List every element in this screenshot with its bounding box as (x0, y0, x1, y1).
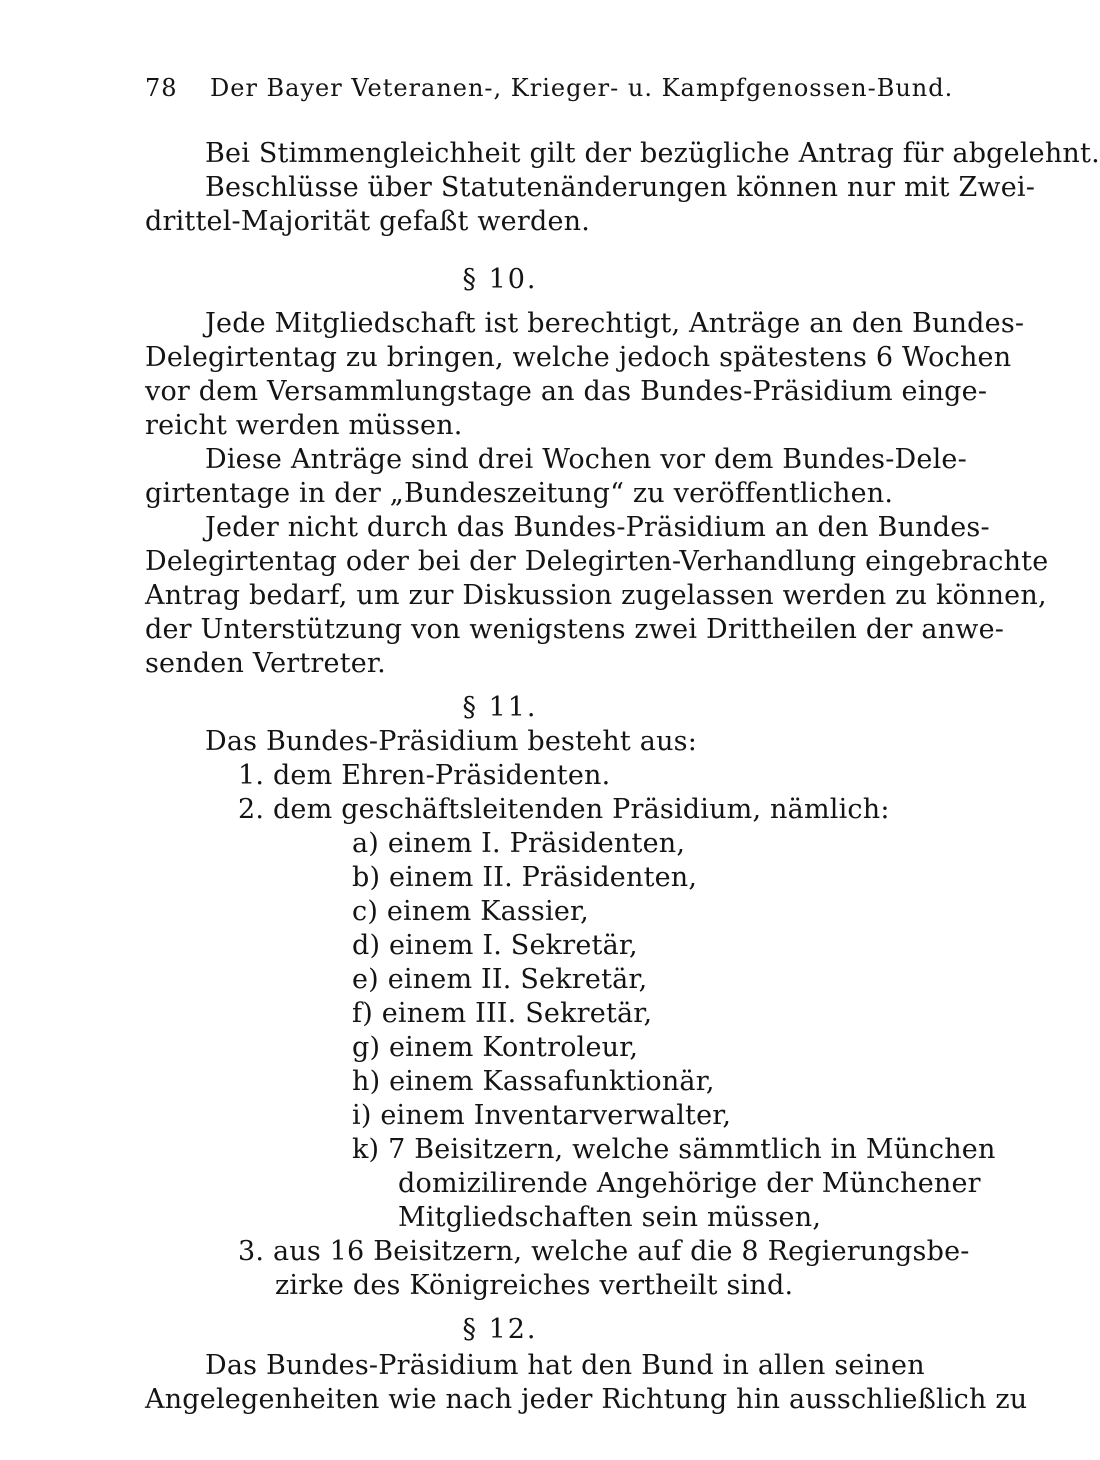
running-title: Der Bayer Veteranen-, Krieger- u. Kampfgenossen-Bund. (210, 74, 954, 102)
text-line: der Unterstützung von wenigstens zwei Drittheilen der anwe- (145, 614, 1005, 645)
list-item: 2. dem geschäftsleitenden Präsidium, nämlich: (238, 794, 890, 825)
sub-list-item-continued: domizilirende Angehörige der Münchener (398, 1168, 981, 1199)
text-line: Diese Anträge sind drei Wochen vor dem Bundes-Dele- (205, 444, 967, 475)
sub-list-item: d) einem I. Sekretär, (352, 930, 638, 961)
text-line: Beschlüsse über Statutenänderungen können nur mit Zwei- (205, 172, 1036, 203)
sub-list-item-continued: Mitgliedschaften sein müssen, (398, 1202, 822, 1233)
text-line: Bei Stimmengleichheit gilt der bezügliche Antrag für abgelehnt. (205, 138, 1100, 169)
text-line: vor dem Versammlungstage an das Bundes-Präsidium einge- (145, 376, 988, 407)
text-line: Das Bundes-Präsidium besteht aus: (205, 726, 698, 757)
text-line: Antrag bedarf, um zur Diskussion zugelassen werden zu können, (145, 580, 1047, 611)
list-item: 1. dem Ehren-Präsidenten. (238, 760, 611, 791)
sub-list-item: i) einem Inventarverwalter, (352, 1100, 732, 1131)
text-line: drittel-Majorität gefaßt werden. (145, 206, 591, 237)
text-line: Das Bundes-Präsidium hat den Bund in allen seinen (205, 1350, 925, 1381)
text-line: Delegirtentag oder bei der Delegirten-Verhandlung eingebrachte (145, 546, 1049, 577)
text-line: Delegirtentag zu bringen, welche jedoch spätestens 6 Wochen (145, 342, 1012, 373)
section-heading-12: § 12. (462, 1314, 538, 1345)
text-line: girtentage in der „Bundeszeitung“ zu veröffentlichen. (145, 478, 894, 509)
sub-list-item: h) einem Kassafunktionär, (352, 1066, 715, 1097)
sub-list-item: a) einem I. Präsidenten, (352, 828, 686, 859)
text-line: senden Vertreter. (145, 648, 386, 679)
sub-list-item: c) einem Kassier, (352, 896, 589, 927)
sub-list-item: k) 7 Beisitzern, welche sämmtlich in München (352, 1134, 996, 1165)
sub-list-item: g) einem Kontroleur, (352, 1032, 639, 1063)
sub-list-item: f) einem III. Sekretär, (352, 998, 653, 1029)
text-line: Angelegenheiten wie nach jeder Richtung hin ausschließlich zu (145, 1384, 1028, 1415)
section-heading-10: § 10. (462, 264, 538, 295)
page-number: 78 (145, 74, 178, 102)
text-line: Jede Mitgliedschaft ist berechtigt, Anträge an den Bundes- (205, 308, 1025, 339)
text-line: reicht werden müssen. (145, 410, 463, 441)
list-item: 3. aus 16 Beisitzern, welche auf die 8 Regierungsbe- (238, 1236, 970, 1267)
sub-list-item: b) einem II. Präsidenten, (352, 862, 698, 893)
list-item-continued: zirke des Königreiches vertheilt sind. (275, 1270, 794, 1301)
section-heading-11: § 11. (462, 692, 538, 723)
sub-list-item: e) einem II. Sekretär, (352, 964, 648, 995)
text-line: Jeder nicht durch das Bundes-Präsidium an den Bundes- (205, 512, 990, 543)
